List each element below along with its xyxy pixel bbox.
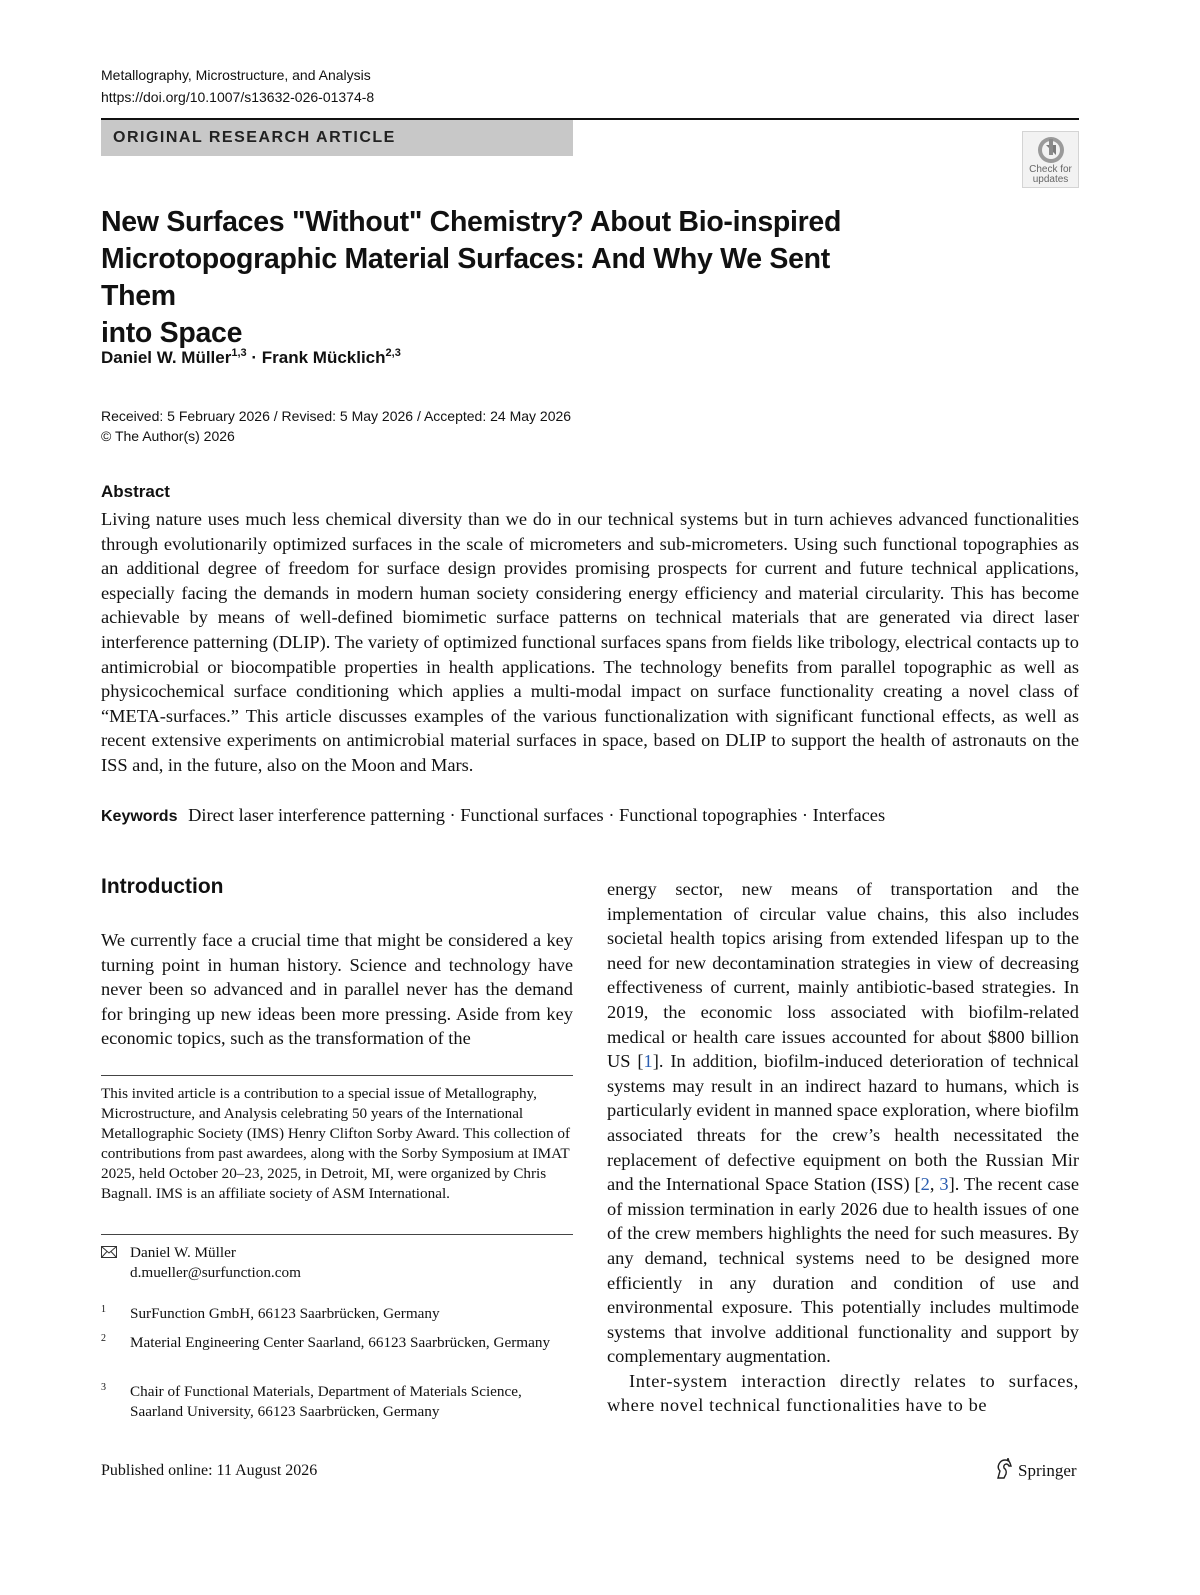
affiliation-text: Material Engineering Center Saarland, 66123 Saarbrücken, Germany xyxy=(130,1334,551,1351)
corresponding-author-name: Daniel W. Müller xyxy=(130,1244,236,1261)
article-dates xyxy=(101,406,571,446)
author-name[interactable]: Frank Mücklich xyxy=(261,348,386,367)
intro-left-column xyxy=(101,928,573,1051)
corresponding-author xyxy=(101,1243,573,1283)
footnote-rule xyxy=(101,1234,573,1235)
publisher-logo xyxy=(994,1458,1077,1483)
intro-paragraph: We currently face a crucial time that might be considered a key turning point in human history. Science and technology have never been so advanced and in parallel never has the demand for bringing up new ideas been more pressing. Aside from key economic topics, such as the transformation of the xyxy=(101,930,573,1049)
check-updates-line1: Check for xyxy=(1029,164,1072,175)
text-run: energy sector, new means of transportation and the implementation of circular value chains, this also includes societal health topics arising from extended lifespan up to the need for new decontamination strategies in view of decreasing effectiveness of current, mainly antibiotic-based strategies. In 2019, the economic loss associated with biofilm-related medical or health care issues accounted for about $800 billion US [ xyxy=(607,879,1079,1072)
section-heading-introduction: Introduction xyxy=(101,875,224,898)
title-line: Microtopographic Material Surfaces: And Why We Sent Them xyxy=(101,243,830,312)
title-line: New Surfaces "Without" Chemistry? About Bio-inspired xyxy=(101,206,842,238)
intro-paragraph: Inter-system interaction directly relates to surfaces, where novel technical functionalities have to be xyxy=(607,1370,1079,1416)
author-affiliation-ref: 1,3 xyxy=(231,347,247,359)
article-title xyxy=(101,204,901,352)
author-affiliation-ref: 2,3 xyxy=(385,347,401,359)
check-updates-line2: updates xyxy=(1032,174,1069,185)
intro-paragraph xyxy=(607,877,1079,1369)
affiliation xyxy=(101,1304,573,1324)
affiliation xyxy=(101,1333,573,1353)
author-list xyxy=(101,346,401,370)
author-name[interactable]: Daniel W. Müller xyxy=(101,348,232,367)
published-online-date: Published online: 11 August 2026 xyxy=(101,1462,318,1479)
text-run: , xyxy=(929,1174,940,1195)
citation-link[interactable]: 2 xyxy=(920,1174,930,1195)
article-type-label: ORIGINAL RESEARCH ARTICLE xyxy=(101,120,573,156)
corresponding-author-email[interactable]: d.mueller@surfunction.com xyxy=(130,1264,301,1281)
check-for-updates-badge[interactable] xyxy=(1022,131,1079,188)
journal-header xyxy=(101,64,374,108)
affiliation-number: 2 xyxy=(101,1333,106,1344)
citation-link[interactable]: 1 xyxy=(643,1051,653,1072)
affiliation-text: SurFunction GmbH, 66123 Saarbrücken, Germany xyxy=(130,1305,440,1322)
article-history: Received: 5 February 2026 / Revised: 5 May 2026 / Accepted: 24 May 2026 xyxy=(101,408,572,424)
affiliation-number: 1 xyxy=(101,1304,106,1315)
abstract-text: Living nature uses much less chemical diversity than we do in our technical systems but in turn achieves advanced functionalities through evolutionarily optimized surfaces in the scale of micrometers and sub-micrometers. Using such functional topographies as an additional degree of freedom for surface design provides promising prospects for current and future technical applications, especially facing the demands in modern human society considering energy efficiency and material circularity. This has become achievable by means of well-defined biomimetic surface patterns on technical materials that are generated via direct laser interference patterning (DLIP). The variety of optimized functional surfaces spans from fields like tribology, electrical contacts up to antimicrobial or biocompatible properties in health applications. The technology benefits from parallel topographic as well as physicochemical surface conditioning which applies a multi-modal impact on surface functionality creating a novel class of “META-surfaces.” This article discusses examples of the various functionalization with significant functional effects, as well as recent extensive experiments on antimicrobial material surfaces in space, based on DLIP to support the health of astronauts on the ISS and, in the future, also on the Moon and Mars. xyxy=(101,509,1079,775)
check-updates-icon xyxy=(1036,135,1066,165)
text-run: ]. The recent case of mission termination in early 2026 due to health issues of one of the crew members highlights the need for such measures. By any demand, technical systems need to be designed more efficiently in any duration and condition of use and environmental exposure. This potentially includes multimode systems that involve additional functionality and support by complementary augmentation. xyxy=(607,1174,1079,1367)
affiliation-text: Chair of Functional Materials, Department of Materials Science, Saarland University, 66123 Saarbrücken, Germany xyxy=(130,1383,522,1420)
publisher-name: Springer xyxy=(1018,1461,1077,1480)
affiliation-number: 3 xyxy=(101,1382,106,1393)
copyright-line: © The Author(s) 2026 xyxy=(101,428,235,444)
keywords-list: Direct laser interference patterning · Functional surfaces · Functional topographies · Interfaces xyxy=(188,805,886,825)
footnote-rule xyxy=(101,1075,573,1076)
intro-right-column xyxy=(607,877,1079,1418)
keywords xyxy=(101,803,1079,829)
abstract-heading: Abstract xyxy=(101,482,170,501)
citation-link[interactable]: 3 xyxy=(939,1174,949,1195)
text-run: ]. In addition, biofilm-induced deterioration of technical systems may result in an indirect hazard to humans, which is particularly evident in manned space exploration, where biofilm associated threats for the crew’s health necessitated the replacement of defective equipment on both the Russian Mir and the International Space Station (ISS) [ xyxy=(607,1051,1079,1195)
journal-name: Metallography, Microstructure, and Analysis xyxy=(101,67,371,83)
keywords-label: Keywords xyxy=(101,808,178,825)
envelope-icon xyxy=(101,1246,117,1258)
special-issue-footnote: This invited article is a contribution to a special issue of Metallography, Microstructure, and Analysis celebrating 50 years of the International Metallographic Society (IMS) Henry Clifton Sorby Award. This collection of contributions from past awardees, along with the Sorby Symposium at IMAT 2025, held October 20–23, 2025, in Detroit, MI, were organized by Chris Bagnall. IMS is an affiliate society of ASM International. xyxy=(101,1085,571,1202)
springer-horse-icon xyxy=(994,1458,1014,1480)
title-line: into Space xyxy=(101,317,243,349)
doi-link[interactable]: https://doi.org/10.1007/s13632-026-01374-8 xyxy=(101,89,375,105)
author-separator: · xyxy=(246,348,262,367)
affiliation xyxy=(101,1382,573,1422)
